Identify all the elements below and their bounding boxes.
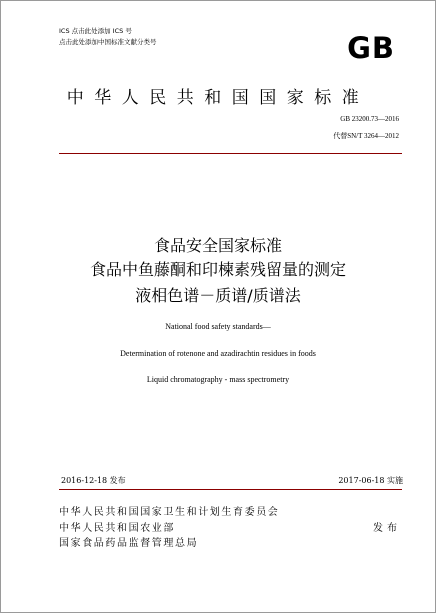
english-title-line-2: Determination of rotenone and azadirachtin residues in foods	[120, 349, 316, 358]
chinese-title-line-1: 食品安全国家标准	[153, 236, 282, 255]
classification-number-placeholder: 点击此处添加中国标准文献分类号	[59, 38, 157, 46]
english-title-line-1: National food safety standards—	[165, 322, 271, 331]
bottom-divider	[59, 489, 402, 490]
issue-label: 发布	[373, 523, 401, 534]
chinese-title-line-2: 食品中鱼藤酮和印楝素残留量的测定	[89, 260, 346, 279]
implementation-date: 2017-06-18 实施	[338, 476, 403, 485]
publication-date: 2016-12-18 发布	[61, 476, 126, 485]
english-title-line-3: Liquid chromatography - mass spectrometry	[146, 375, 290, 384]
gb-logo: GB	[347, 31, 395, 65]
issuer-line-3: 国家食品药品监督管理总局	[59, 538, 199, 549]
chinese-title-line-3: 液相色谱－质谱/质谱法	[135, 286, 301, 305]
top-divider	[59, 153, 402, 154]
replaces-standard: 代替SN/T 3264—2012	[333, 132, 399, 140]
ics-number-placeholder: ICS 点击此处添加 ICS 号	[59, 27, 132, 35]
national-standard-title: 中华人民共和国国家标准	[66, 88, 370, 108]
issuer-line-2: 中华人民共和国农业部	[59, 523, 175, 534]
standard-number: GB 23200.73—2016	[340, 115, 399, 123]
issuer-line-1: 中华人民共和国国家卫生和计划生育委员会	[59, 507, 280, 518]
